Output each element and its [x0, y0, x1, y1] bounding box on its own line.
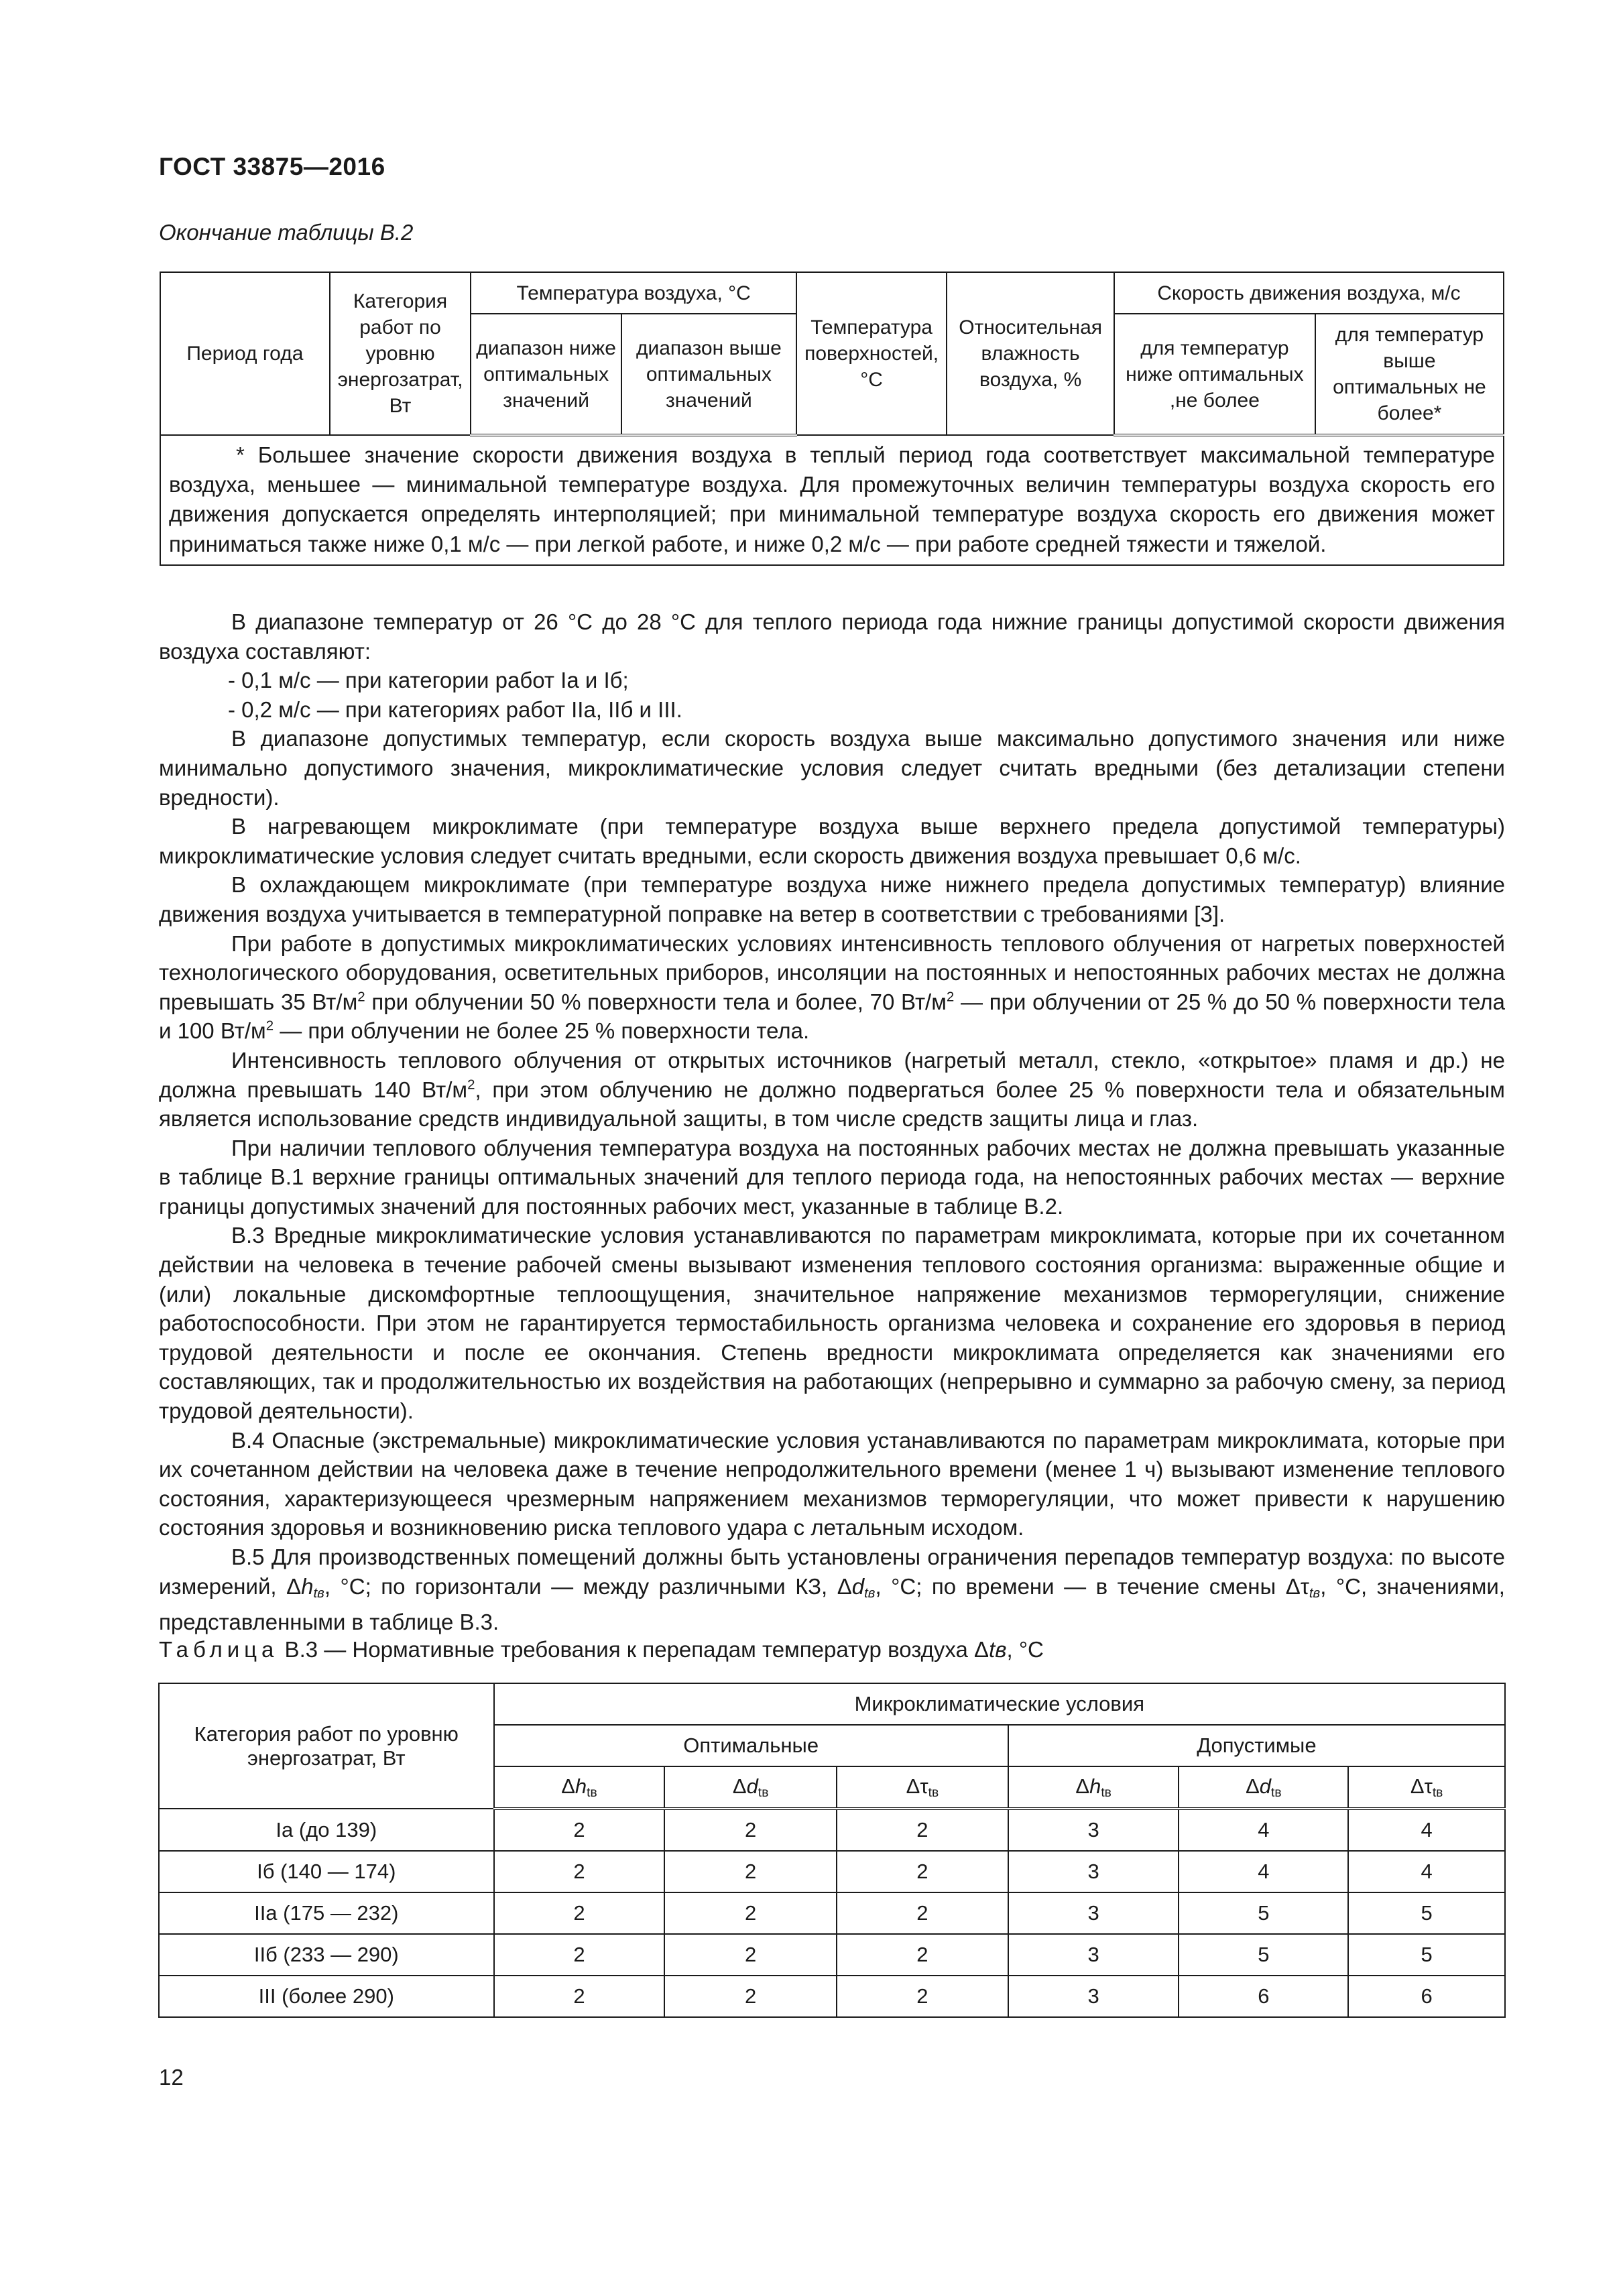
table-b2-footnote: * Большее значение скорости движения воздуха в теплый период года соответствует максимальной температуре воздуха, меньшее — минимальной температуре воздуха. Для промежуточных величин температуры воздуха скорость его движения допускается определять интерполяцией; при минимальной температуре воздуха скорость его движения может приниматься также ниже 0,1 м/с — при легкой работе, и ниже 0,2 м/с — при работе средней тяжести и тяжелой. — [169, 442, 1495, 556]
table-b2-footnote-cell — [160, 435, 1504, 565]
header-surface-temp: Температура поверхностей, °С — [796, 272, 947, 435]
paragraph-b4: В.4 Опасные (экстремальные) микроклиматические условия устанавливаются по параметрам микроклимата, которые при их сочетанном действии на человека даже в течение непродолжительного времени (менее 1 ч) вызывают изменение теплового состояния, характеризующееся чрезмерным напряжением механизмов терморегуляции, что может привести к нарушению состояния здоровья и возникновению риска теплового удара с летальным исходом. — [159, 1427, 1505, 1540]
cell: 5 — [1179, 1892, 1348, 1934]
row-category: Iа (до 139) — [159, 1809, 494, 1851]
cell: 5 — [1179, 1934, 1348, 1976]
cell: 2 — [494, 1976, 665, 2017]
row-category: Iб (140 — 174) — [159, 1851, 494, 1892]
table-row — [159, 1976, 1505, 2017]
paragraph-b3: В.3 Вредные микроклиматические условия устанавливаются по параметрам микроклимата, которые при их сочетанном действии на человека в течение рабочей смены вызывают изменения теплового состояния организма: выраженные общие и (или) локальные дискомфортные теплоощущения, значительное напряжение механизмов терморегуляции, снижение работоспособности. При этом не гарантируется термостабильность организма человека и сохранение его здоровья в период трудовой деятельности и после ее окончания. Степень вредности микроклимата определяется как значениями его составляющих, так и продолжительностью их воздействия на работающих (непрерывно и суммарно за рабочую смену, за период трудовой деятельности). — [159, 1223, 1505, 1424]
table-b3 — [158, 1683, 1506, 2018]
table-b2-header-row-1 — [160, 272, 1504, 314]
table-b2-continuation-title: Окончание таблицы В.2 — [159, 220, 414, 245]
cell: 3 — [1008, 1809, 1179, 1851]
cell: 2 — [837, 1934, 1008, 1976]
header-category: Категория работ по уровню энергозатрат, Вт — [159, 1683, 494, 1809]
cell: 3 — [1008, 1976, 1179, 2017]
paragraph-heat-radiation: При работе в допустимых микроклиматических условиях интенсивность теплового облучения от нагретых поверхностей технологического оборудования, осветительных приборов, инсоляции на постоянных и непостоянных рабочих местах не должна превышать 35 $Вт/м^2$ при облучении 50 % поверхности тела и более, 70 $Вт/м^2$ — при облучении от 25 % до 50 % поверхности тела и 100 $Вт/м^2$ — при облучении не более 25 % поверхности тела. — [159, 930, 1505, 1044]
cell: 5 — [1348, 1892, 1505, 1934]
cell: 4 — [1348, 1851, 1505, 1892]
cell: 2 — [494, 1934, 665, 1976]
cell: 4 — [1179, 1851, 1348, 1892]
cell: 3 — [1008, 1934, 1179, 1976]
cell: 3 — [1008, 1851, 1179, 1892]
cell: 2 — [494, 1851, 665, 1892]
paragraph: При наличии теплового облучения температура воздуха на постоянных рабочих местах не должна превышать указанные в таблице В.1 верхние границы оптимальных значений для теплого периода года, на непостоянных рабочих местах — верхние границы допустимых значений для постоянных рабочих мест, указанные в таблице В.2. — [159, 1135, 1505, 1219]
header-air-temp-below: диапазон ниже оптимальных значений — [471, 314, 621, 435]
table-row — [159, 1892, 1505, 1934]
header-air-speed: Скорость движения воздуха, м/с — [1114, 272, 1504, 314]
header-delta-d-optimal: $\Delta d_{tв}$ — [664, 1766, 837, 1809]
header-speed-below: для температур ниже оптимальных ,не более — [1114, 314, 1315, 435]
cell: 6 — [1179, 1976, 1348, 2017]
header-air-temp-above: диапазон выше оптимальных значений — [621, 314, 796, 435]
paragraph: В диапазоне температур от 26 °С до 28 °С для теплого периода года нижние границы допустимой скорости движения воздуха составляют: — [159, 609, 1505, 664]
standard-number: ГОСТ 33875—2016 — [159, 153, 385, 180]
cell: 4 — [1179, 1809, 1348, 1851]
header-delta-tau-permissible: $\Delta\tau_{tв}$ — [1348, 1766, 1505, 1809]
row-category: III (более 290) — [159, 1976, 494, 2017]
paragraph: В диапазоне допустимых температур, если скорость воздуха выше максимально допустимого значения или ниже минимально допустимого значения, микроклиматические условия следует считать вредными (без детализации степени вредности). — [159, 726, 1505, 810]
table-row — [159, 1851, 1505, 1892]
list-item: - 0,1 м/с — при категории работ Iа и Iб; — [228, 668, 629, 693]
header-period: Период года — [160, 272, 330, 435]
header-delta-tau-optimal: $\Delta\tau_{tв}$ — [837, 1766, 1008, 1809]
table-b2-footnote-row — [160, 435, 1504, 565]
table-b2 — [160, 271, 1504, 566]
table-b3-header-row-1 — [159, 1683, 1505, 1725]
header-category: Категория работ по уровню энергозатрат, Вт — [330, 272, 471, 435]
cell: 2 — [837, 1976, 1008, 2017]
cell: 6 — [1348, 1976, 1505, 2017]
cell: 2 — [664, 1934, 837, 1976]
paragraph-b5: В.5 Для производственных помещений должны быть установлены ограничения перепадов температур воздуха: по высоте измерений, $\Delta h_{tв}$, °С; по горизонтали — между различными КЗ, $\Delta d_{tв}$, °С; по времени — в течение смены $\Delta\tau_{tв}$, °С, значениями, представленными в таблице В.3. — [159, 1545, 1505, 1635]
header-permissible: Допустимые — [1008, 1725, 1505, 1766]
row-category: IIа (175 — 232) — [159, 1892, 494, 1934]
cell: 2 — [664, 1851, 837, 1892]
cell: 3 — [1008, 1892, 1179, 1934]
row-category: IIб (233 — 290) — [159, 1934, 494, 1976]
cell: 4 — [1348, 1809, 1505, 1851]
header-humidity: Относительная влажность воздуха, % — [947, 272, 1114, 435]
cell: 2 — [664, 1976, 837, 2017]
header-air-temp: Температура воздуха, °С — [471, 272, 796, 314]
table-b3-caption: Таблица В.3 — Нормативные требования к перепадам температур воздуха Δtв, °С — [159, 1637, 1044, 1662]
header-speed-above: для температур выше оптимальных не более* — [1315, 314, 1504, 435]
page-number: 12 — [159, 2065, 184, 2090]
cell: 5 — [1348, 1934, 1505, 1976]
cell: 2 — [664, 1809, 837, 1851]
header-delta-d-permissible: $\Delta d_{tв}$ — [1179, 1766, 1348, 1809]
table-row — [159, 1934, 1505, 1976]
header-conditions: Микроклиматические условия — [494, 1683, 1505, 1725]
table-row — [159, 1809, 1505, 1851]
body-text — [159, 607, 1505, 1637]
cell: 2 — [837, 1851, 1008, 1892]
header-delta-h-permissible: $\Delta h_{tв}$ — [1008, 1766, 1179, 1809]
cell: 2 — [837, 1809, 1008, 1851]
cell: 2 — [837, 1892, 1008, 1934]
list-item: - 0,2 м/с — при категориях работ IIа, IIб и III. — [228, 697, 682, 722]
header-optimal: Оптимальные — [494, 1725, 1008, 1766]
paragraph: В нагревающем микроклимате (при температуре воздуха выше верхнего предела допустимой температуры) микроклиматические условия следует считать вредными, если скорость движения воздуха превышает 0,6 м/с. — [159, 814, 1505, 868]
cell: 2 — [494, 1809, 665, 1851]
cell: 2 — [494, 1892, 665, 1934]
cell: 2 — [664, 1892, 837, 1934]
header-delta-h-optimal: $\Delta h_{tв}$ — [494, 1766, 665, 1809]
paragraph-open-sources: Интенсивность теплового облучения от открытых источников (нагретый металл, стекло, «открытое» пламя и др.) не должна превышать 140 $Вт/м^2$, при этом облучению не должно подвергаться более 25 % поверхности тела и обязательным является использование средств индивидуальной защиты, в том числе средств защиты лица и глаз. — [159, 1047, 1505, 1132]
paragraph: В охлаждающем микроклимате (при температуре воздуха ниже нижнего предела допустимых температур) влияние движения воздуха учитывается в температурной поправке на ветер в соответствии с требованиями [3]. — [159, 872, 1505, 926]
